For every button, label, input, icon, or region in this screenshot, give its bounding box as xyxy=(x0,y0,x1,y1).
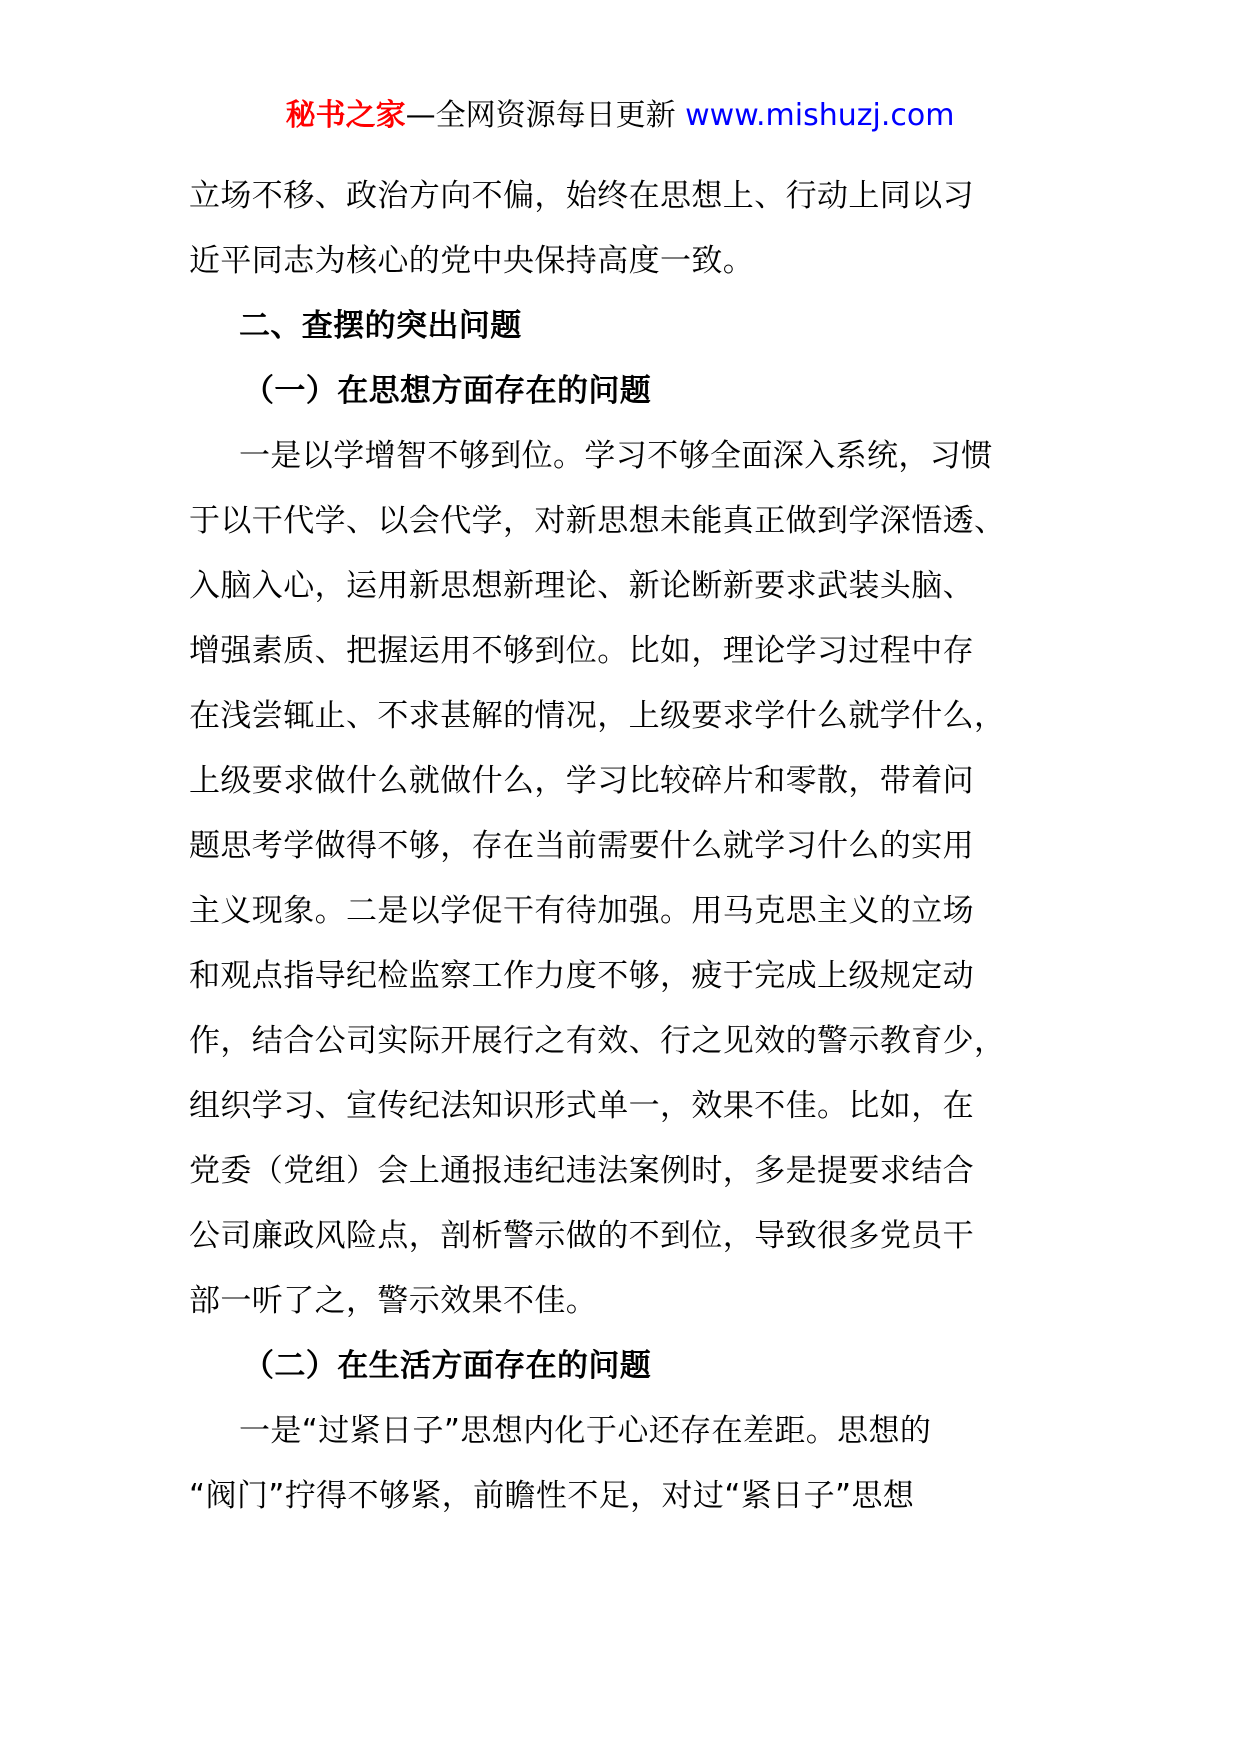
site-slogan: —全网资源每日更新 xyxy=(405,98,676,133)
site-url-link[interactable]: www.mishuzj.com xyxy=(685,98,955,133)
brand-name: 秘书之家 xyxy=(285,98,406,133)
paragraph-line: 部一听了之，警示效果不佳。 xyxy=(189,1283,598,1319)
paragraph-line: 近平同志为核心的党中央保持高度一致。 xyxy=(189,243,755,279)
section-heading: 二、查摆的突出问题 xyxy=(239,308,522,344)
paragraph-line: 于以干代学、以会代学，对新思想未能真正做到学深悟透、 xyxy=(189,503,1006,539)
paragraph-line: 党委（党组）会上通报违纪违法案例时，多是提要求结合 xyxy=(189,1153,974,1189)
paragraph-line: 公司廉政风险点，剖析警示做的不到位，导致很多党员干 xyxy=(189,1218,974,1254)
site-header xyxy=(0,96,1240,136)
paragraph-line: 入脑入心，运用新思想新理论、新论断新要求武装头脑、 xyxy=(189,568,974,604)
subsection-heading: （一）在思想方面存在的问题 xyxy=(243,373,652,409)
paragraph-line: 立场不移、政治方向不偏，始终在思想上、行动上同以习 xyxy=(189,178,974,214)
paragraph-line: 一是“过紧日子”思想内化于心还存在差距。思想的 xyxy=(239,1413,932,1449)
paragraph-line: 作，结合公司实际开展行之有效、行之见效的警示教育少， xyxy=(189,1023,1006,1059)
paragraph-line: 组织学习、宣传纪法知识形式单一，效果不佳。比如，在 xyxy=(189,1088,974,1124)
document-body xyxy=(189,164,1069,1529)
paragraph-line: 增强素质、把握运用不够到位。比如，理论学习过程中存 xyxy=(189,633,974,669)
paragraph-line: “阀门”拧得不够紧，前瞻性不足，对过“紧日子”思想 xyxy=(189,1478,915,1514)
paragraph-line: 在浅尝辄止、不求甚解的情况，上级要求学什么就学什么， xyxy=(189,698,1006,734)
paragraph-line: 上级要求做什么就做什么，学习比较碎片和零散，带着问 xyxy=(189,763,974,799)
subsection-heading: （二）在生活方面存在的问题 xyxy=(243,1348,652,1384)
paragraph-line: 主义现象。二是以学促干有待加强。用马克思主义的立场 xyxy=(189,893,974,929)
paragraph-line: 一是以学增智不够到位。学习不够全面深入系统，习惯 xyxy=(239,438,993,474)
paragraph-line: 和观点指导纪检监察工作力度不够，疲于完成上级规定动 xyxy=(189,958,974,994)
paragraph-line: 题思考学做得不够，存在当前需要什么就学习什么的实用 xyxy=(189,828,974,864)
